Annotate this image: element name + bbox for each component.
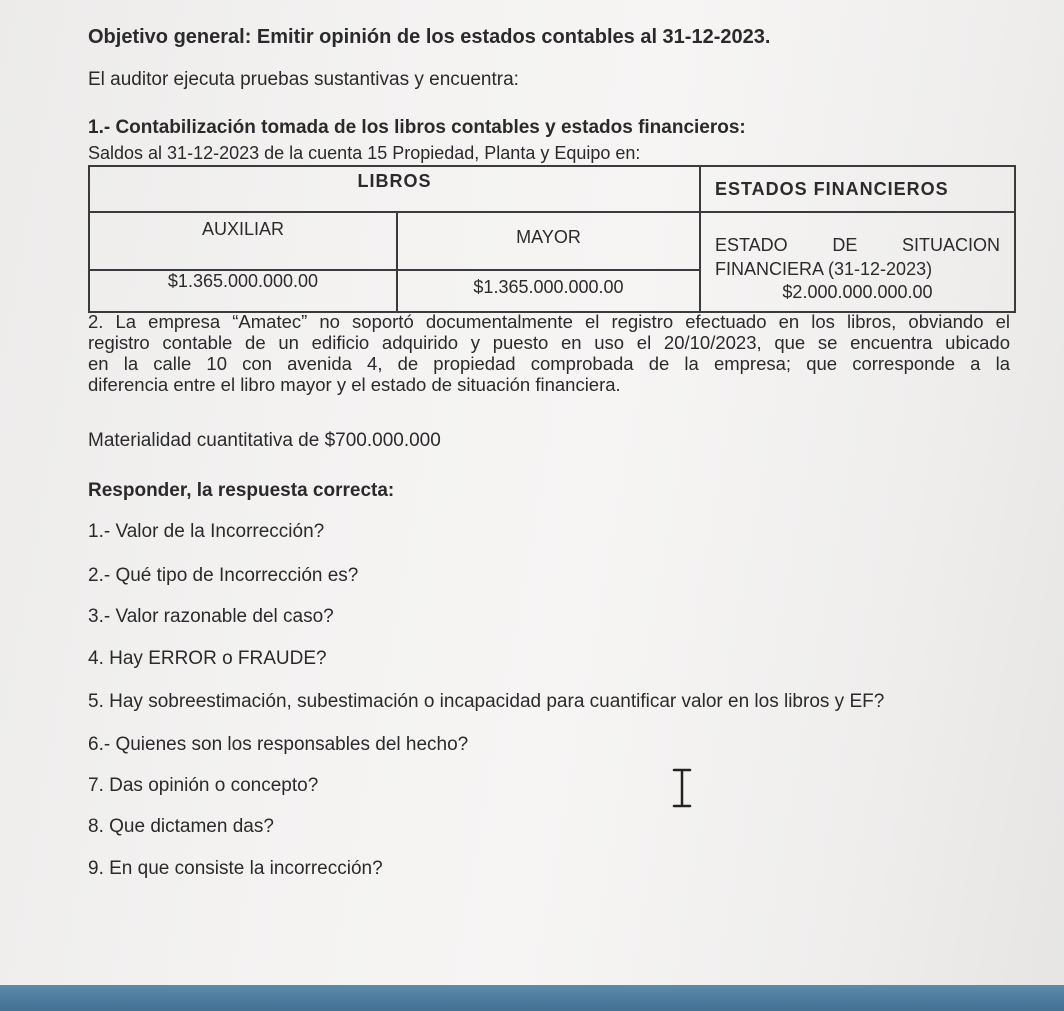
question-1: 1.- Valor de la Incorrección? (88, 521, 325, 542)
question-5: 5. Hay sobreestimación, subestimación o incapacidad para cuantificar valor en los libros y EF? (88, 691, 885, 712)
balances-table (88, 165, 1016, 313)
table-subheader-row (89, 212, 1015, 270)
materialidad: Materialidad cuantitativa de $700.000.000 (88, 430, 441, 451)
col-estado-situacion (700, 212, 1015, 312)
table-header-row (89, 166, 1015, 212)
taskbar (0, 985, 1064, 1011)
objetivo-general: Objetivo general: Emitir opinión de los estados contables al 31-12-2023. (88, 26, 771, 48)
question-4: 4. Hay ERROR o FRAUDE? (88, 648, 327, 669)
paragraph-2-line-3: en la calle 10 con avenida 4, de propiedad comprobada de la empresa; que corresponde a la (88, 353, 1010, 374)
header-estados-financieros: ESTADOS FINANCIEROS (700, 166, 1015, 212)
col-mayor: MAYOR (397, 212, 700, 270)
section-1-title: 1.- Contabilización tomada de los libros contables y estados financieros: (88, 117, 746, 138)
paragraph-2 (88, 311, 1010, 395)
text-cursor-icon (670, 768, 694, 808)
estado-line-2: FINANCIERA (31-12-2023) (715, 259, 933, 279)
value-mayor: $1.365.000.000.00 (397, 270, 700, 312)
value-ef: $2.000.000.000.00 (782, 282, 933, 302)
question-3: 3.- Valor razonable del caso? (88, 606, 334, 627)
situacion-word: SITUACION (901, 235, 1000, 255)
de-word: DE (832, 235, 858, 255)
question-8: 8. Que dictamen das? (88, 816, 274, 837)
question-2: 2.- Qué tipo de Incorrección es? (88, 565, 359, 586)
value-auxiliar: $1.365.000.000.00 (89, 270, 397, 312)
paragraph-2-line-2: registro contable de un edificio adquirido y puesto en uso el 20/10/2023, que se encuentra ubicado (88, 332, 1010, 353)
estado-line-1 (715, 233, 1000, 257)
estado-word: ESTADO (715, 235, 788, 255)
intro-text: El auditor ejecuta pruebas sustantivas y encuentra: (88, 69, 519, 90)
col-auxiliar: AUXILIAR (89, 212, 397, 270)
responder-heading: Responder, la respuesta correcta: (88, 480, 395, 501)
paragraph-2-line-1: 2. La empresa “Amatec” no soportó documentalmente el registro efectuado en los libros, obviando el (88, 311, 1010, 332)
question-9: 9. En que consiste la incorrección? (88, 858, 383, 879)
saldos-caption: Saldos al 31-12-2023 de la cuenta 15 Propiedad, Planta y Equipo en: (88, 143, 641, 163)
paragraph-2-line-4: diferencia entre el libro mayor y el estado de situación financiera. (88, 374, 621, 395)
header-libros: LIBROS (89, 166, 700, 212)
question-6: 6.- Quienes son los responsables del hecho? (88, 734, 469, 755)
question-7: 7. Das opinión o concepto? (88, 775, 319, 796)
